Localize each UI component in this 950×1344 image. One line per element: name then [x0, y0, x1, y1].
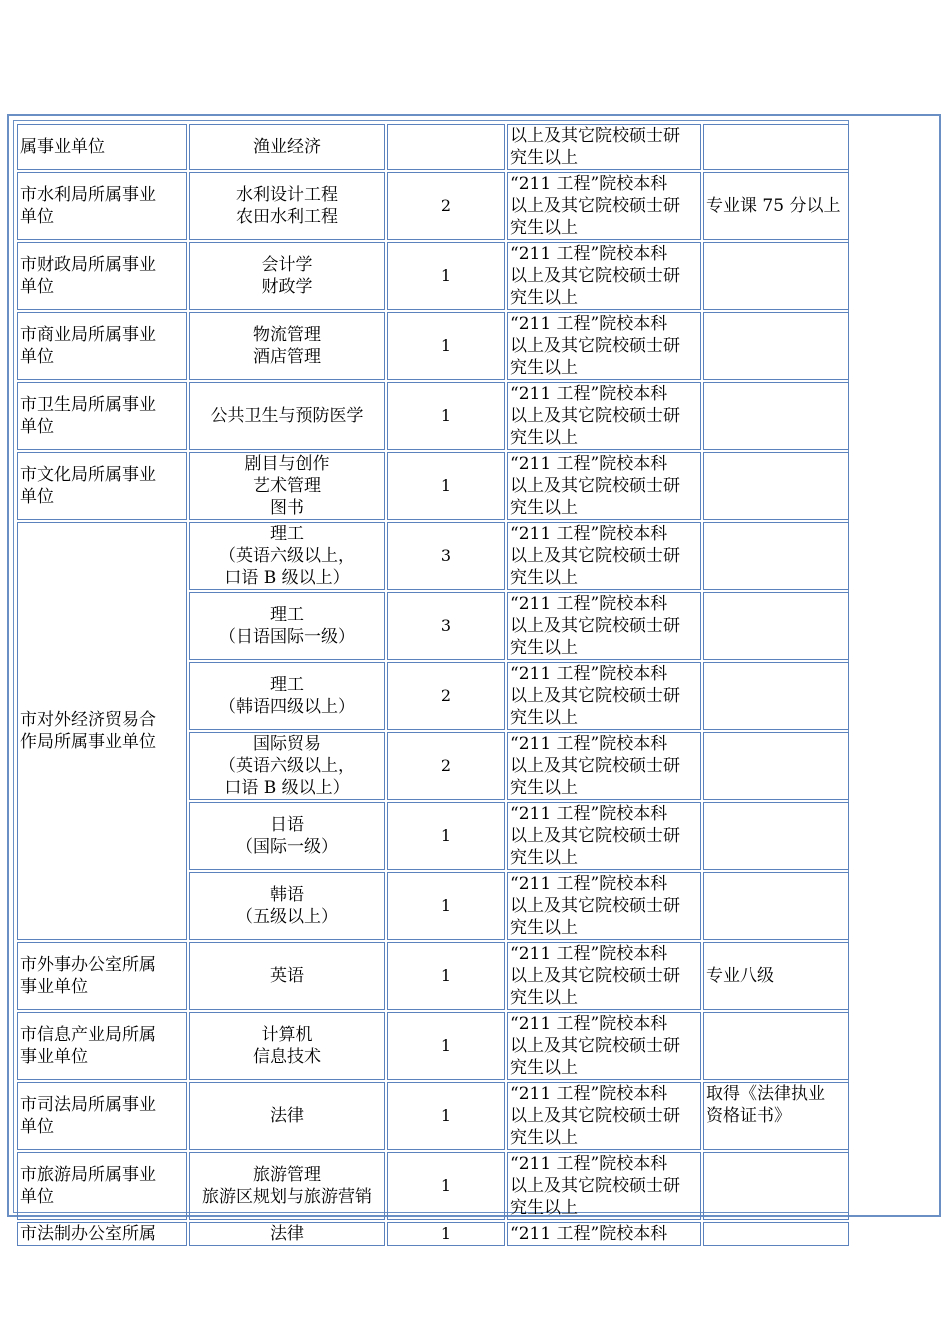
table-row: [17, 382, 849, 450]
education-cell: [507, 1082, 701, 1150]
note-cell: [703, 1082, 849, 1150]
note-cell: [703, 732, 849, 800]
major-cell-line: 口语 B 级以上）: [224, 568, 350, 588]
major-cell: [189, 802, 385, 870]
education-cell-line: “211 工程”院校本科: [510, 664, 668, 684]
education-cell-line: “211 工程”院校本科: [510, 454, 668, 474]
major-cell-line: 农田水利工程: [236, 207, 338, 227]
unit-cell-line: 市外事办公室所属: [20, 955, 156, 975]
education-cell-line: 以上及其它院校硕士研: [510, 756, 680, 776]
major-cell: [189, 942, 385, 1010]
count-cell: 1: [387, 1222, 505, 1246]
major-cell-line: （日语国际一级）: [219, 627, 355, 647]
table-row: [17, 942, 849, 1010]
education-cell-line: 以上及其它院校硕士研: [510, 476, 680, 496]
count-cell: 3: [387, 592, 505, 660]
note-cell-line: 资格证书》: [706, 1106, 791, 1126]
major-cell-line: （五级以上）: [236, 907, 338, 927]
count-cell: 1: [387, 802, 505, 870]
education-cell-line: “211 工程”院校本科: [510, 384, 668, 404]
unit-cell-line: 单位: [20, 417, 54, 437]
major-cell-line: （国际一级）: [236, 837, 338, 857]
table-row: [17, 172, 849, 240]
major-cell-line: 法律: [270, 1106, 304, 1126]
major-cell: [189, 522, 385, 590]
major-cell-line: 计算机: [261, 1025, 313, 1045]
note-cell: [703, 662, 849, 730]
education-cell-line: 究生以上: [510, 218, 578, 238]
education-cell-line: “211 工程”院校本科: [510, 314, 668, 334]
education-cell: [507, 802, 701, 870]
count-cell: 1: [387, 1082, 505, 1150]
unit-cell: [17, 382, 187, 450]
education-cell: [507, 242, 701, 310]
education-cell-line: 究生以上: [510, 778, 578, 798]
major-cell: [189, 1222, 385, 1246]
education-cell-line: “211 工程”院校本科: [510, 734, 668, 754]
education-cell-line: 究生以上: [510, 498, 578, 518]
unit-cell: [17, 522, 187, 940]
note-cell-line: 专业八级: [706, 966, 774, 986]
note-cell: [703, 1012, 849, 1080]
major-cell-line: 公共卫生与预防医学: [210, 406, 364, 426]
count-cell: 1: [387, 1012, 505, 1080]
education-cell: [507, 1222, 701, 1246]
table-row: [17, 522, 849, 590]
unit-cell: [17, 1082, 187, 1150]
note-cell-line: 专业课 75 分以上: [706, 196, 841, 216]
table-row: [17, 124, 849, 170]
unit-cell-line: 市司法局所属事业: [20, 1095, 156, 1115]
major-cell: [189, 1012, 385, 1080]
table-row: [17, 242, 849, 310]
note-cell: [703, 942, 849, 1010]
table-row: [17, 1222, 849, 1246]
education-cell-line: 究生以上: [510, 358, 578, 378]
education-cell-line: “211 工程”院校本科: [510, 944, 668, 964]
education-cell-line: 究生以上: [510, 918, 578, 938]
education-cell-line: 究生以上: [510, 848, 578, 868]
major-cell-line: （英语六级以上，: [219, 546, 355, 566]
education-cell: [507, 872, 701, 940]
unit-cell-line: 市旅游局所属事业: [20, 1165, 156, 1185]
table-body: [17, 124, 849, 1246]
count-cell: 1: [387, 312, 505, 380]
note-cell: [703, 172, 849, 240]
education-cell-line: 以上及其它院校硕士研: [510, 826, 680, 846]
table-row: [17, 1012, 849, 1080]
unit-cell: [17, 1152, 187, 1220]
unit-cell-line: 属事业单位: [20, 137, 105, 157]
major-cell-line: 酒店管理: [253, 347, 321, 367]
unit-cell: [17, 1012, 187, 1080]
major-cell-line: 水利设计工程: [236, 185, 338, 205]
major-cell-line: 口语 B 级以上）: [224, 778, 350, 798]
education-cell-line: 以上及其它院校硕士研: [510, 1106, 680, 1126]
education-cell-line: 究生以上: [510, 428, 578, 448]
education-cell-line: 以上及其它院校硕士研: [510, 196, 680, 216]
major-cell-line: 物流管理: [253, 325, 321, 345]
count-cell: 1: [387, 942, 505, 1010]
education-cell-line: 以上及其它院校硕士研: [510, 336, 680, 356]
unit-cell-line: 市文化局所属事业: [20, 465, 156, 485]
unit-cell-line: 单位: [20, 347, 54, 367]
unit-cell-line: 单位: [20, 1117, 54, 1137]
education-cell-line: “211 工程”院校本科: [510, 874, 668, 894]
unit-cell: [17, 452, 187, 520]
count-cell: 1: [387, 382, 505, 450]
education-cell: [507, 942, 701, 1010]
education-cell-line: 以上及其它院校硕士研: [510, 1176, 680, 1196]
major-cell-line: 会计学: [261, 255, 313, 275]
education-cell-line: 究生以上: [510, 708, 578, 728]
major-cell-line: 旅游区规划与旅游营销: [202, 1187, 372, 1207]
major-cell: [189, 124, 385, 170]
education-cell-line: 以上及其它院校硕士研: [510, 126, 680, 146]
recruitment-table: [15, 122, 851, 1248]
unit-cell-line: 市法制办公室所属: [20, 1224, 156, 1244]
unit-cell: [17, 1222, 187, 1246]
education-cell: [507, 1012, 701, 1080]
note-cell: [703, 312, 849, 380]
major-cell: [189, 662, 385, 730]
education-cell-line: “211 工程”院校本科: [510, 804, 668, 824]
education-cell-line: 究生以上: [510, 288, 578, 308]
education-cell-line: 以上及其它院校硕士研: [510, 266, 680, 286]
table-row: [17, 1152, 849, 1220]
table-row: [17, 452, 849, 520]
major-cell-line: 艺术管理: [253, 476, 321, 496]
major-cell-line: 理工: [270, 675, 304, 695]
education-cell: [507, 522, 701, 590]
education-cell-line: “211 工程”院校本科: [510, 1154, 668, 1174]
education-cell-line: 以上及其它院校硕士研: [510, 966, 680, 986]
unit-cell-line: 市卫生局所属事业: [20, 395, 156, 415]
unit-cell: [17, 242, 187, 310]
major-cell: [189, 452, 385, 520]
count-cell: 1: [387, 872, 505, 940]
unit-cell: [17, 942, 187, 1010]
count-cell: 2: [387, 662, 505, 730]
major-cell: [189, 382, 385, 450]
unit-cell: [17, 312, 187, 380]
major-cell-line: 信息技术: [253, 1047, 321, 1067]
education-cell-line: “211 工程”院校本科: [510, 1014, 668, 1034]
note-cell: [703, 872, 849, 940]
note-cell: [703, 242, 849, 310]
major-cell: [189, 312, 385, 380]
education-cell-line: 究生以上: [510, 568, 578, 588]
count-cell: [387, 124, 505, 170]
major-cell: [189, 732, 385, 800]
education-cell-line: “211 工程”院校本科: [510, 1084, 668, 1104]
major-cell-line: （英语六级以上，: [219, 756, 355, 776]
education-cell-line: 究生以上: [510, 988, 578, 1008]
education-cell-line: 以上及其它院校硕士研: [510, 1036, 680, 1056]
note-cell: [703, 452, 849, 520]
major-cell-line: 法律: [270, 1224, 304, 1244]
note-cell: [703, 382, 849, 450]
major-cell-line: 渔业经济: [253, 137, 321, 157]
major-cell: [189, 1082, 385, 1150]
unit-cell: [17, 124, 187, 170]
education-cell-line: 以上及其它院校硕士研: [510, 546, 680, 566]
education-cell-line: 究生以上: [510, 1058, 578, 1078]
major-cell: [189, 592, 385, 660]
table-row: [17, 1082, 849, 1150]
major-cell-line: 英语: [270, 966, 304, 986]
note-cell-line: 取得《法律执业: [706, 1084, 825, 1104]
count-cell: 1: [387, 1152, 505, 1220]
unit-cell-line: 事业单位: [20, 977, 88, 997]
education-cell-line: 究生以上: [510, 148, 578, 168]
major-cell-line: 国际贸易: [253, 734, 321, 754]
education-cell: [507, 172, 701, 240]
major-cell: [189, 872, 385, 940]
major-cell-line: 财政学: [261, 277, 313, 297]
note-cell: [703, 1222, 849, 1246]
unit-cell: [17, 172, 187, 240]
table-row: [17, 312, 849, 380]
unit-cell-line: 市水利局所属事业: [20, 185, 156, 205]
table-frame: [13, 120, 849, 1244]
education-cell-line: 究生以上: [510, 1128, 578, 1148]
note-cell: [703, 1152, 849, 1220]
education-cell-line: “211 工程”院校本科: [510, 174, 668, 194]
education-cell-line: 究生以上: [510, 638, 578, 658]
major-cell-line: （韩语四级以上）: [219, 697, 355, 717]
education-cell: [507, 382, 701, 450]
count-cell: 2: [387, 732, 505, 800]
education-cell-line: 以上及其它院校硕士研: [510, 896, 680, 916]
education-cell-line: 以上及其它院校硕士研: [510, 616, 680, 636]
major-cell-line: 韩语: [270, 885, 304, 905]
count-cell: 1: [387, 452, 505, 520]
major-cell: [189, 242, 385, 310]
unit-cell-line: 作局所属事业单位: [20, 732, 156, 752]
unit-cell-line: 市对外经济贸易合: [20, 710, 156, 730]
unit-cell-line: 市信息产业局所属: [20, 1025, 156, 1045]
major-cell-line: 剧目与创作: [244, 454, 330, 474]
education-cell: [507, 1152, 701, 1220]
note-cell: [703, 522, 849, 590]
unit-cell-line: 市财政局所属事业: [20, 255, 156, 275]
major-cell: [189, 172, 385, 240]
major-cell-line: 旅游管理: [253, 1165, 321, 1185]
unit-cell-line: 单位: [20, 277, 54, 297]
major-cell-line: 理工: [270, 605, 304, 625]
education-cell: [507, 662, 701, 730]
note-cell: [703, 592, 849, 660]
major-cell-line: 日语: [270, 815, 304, 835]
unit-cell-line: 单位: [20, 1187, 54, 1207]
major-cell-line: 理工: [270, 524, 304, 544]
education-cell-line: 以上及其它院校硕士研: [510, 406, 680, 426]
count-cell: 3: [387, 522, 505, 590]
note-cell: [703, 802, 849, 870]
education-cell-line: 以上及其它院校硕士研: [510, 686, 680, 706]
unit-cell-line: 事业单位: [20, 1047, 88, 1067]
major-cell-line: 图书: [270, 498, 304, 518]
education-cell: [507, 312, 701, 380]
unit-cell-line: 市商业局所属事业: [20, 325, 156, 345]
count-cell: 2: [387, 172, 505, 240]
page-frame: [7, 114, 941, 1244]
education-cell-line: “211 工程”院校本科: [510, 244, 668, 264]
count-cell: 1: [387, 242, 505, 310]
education-cell-line: “211 工程”院校本科: [510, 594, 668, 614]
education-cell: [507, 124, 701, 170]
unit-cell-line: 单位: [20, 207, 54, 227]
education-cell: [507, 592, 701, 660]
unit-cell-line: 单位: [20, 487, 54, 507]
education-cell-line: “211 工程”院校本科: [510, 524, 668, 544]
education-cell-line: “211 工程”院校本科: [510, 1224, 668, 1244]
note-cell: [703, 124, 849, 170]
education-cell: [507, 732, 701, 800]
major-cell: [189, 1152, 385, 1220]
education-cell-line: 究生以上: [510, 1198, 578, 1218]
education-cell: [507, 452, 701, 520]
